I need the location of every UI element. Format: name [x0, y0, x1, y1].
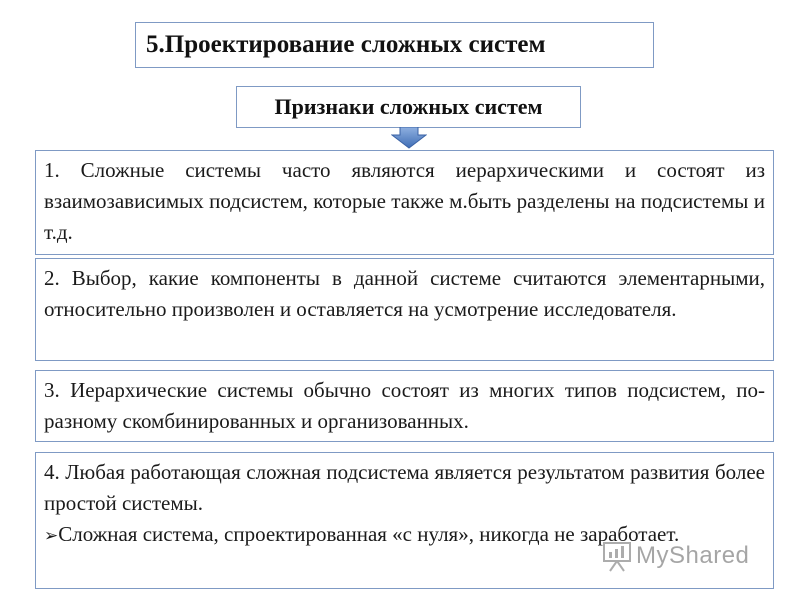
title-box	[135, 22, 654, 68]
criterion-1-box	[35, 150, 774, 255]
criterion-2-text: 2. Выбор, какие компоненты в данной системе считаются элементарными, относительно произволен и оставляется на усмотрение исследователя.	[44, 266, 765, 321]
subtitle-box	[236, 86, 581, 128]
arrow-bullet-icon: ➢	[44, 526, 59, 546]
criterion-1-text: 1. Сложные системы часто являются иерархическими и состоят из взаимозависимых подсистем, которые также м.быть разделены на подсистемы и т.д.	[44, 158, 765, 244]
presentation-board-icon	[600, 539, 634, 573]
criterion-3-box	[35, 370, 774, 442]
section-subtitle: Признаки сложных систем	[274, 94, 543, 119]
arrow-down-icon	[391, 127, 427, 149]
page-title: 5.Проектирование сложных систем	[146, 31, 546, 58]
watermark-text: MyShared	[636, 542, 750, 569]
criterion-4-text: 4. Любая работающая сложная подсистема является результатом развития более простой системы.	[44, 460, 765, 515]
criterion-2-box	[35, 258, 774, 361]
criterion-3-text: 3. Иерархические системы обычно состоят из многих типов подсистем, по-разному скомбинированных и организованных.	[44, 378, 765, 433]
criterion-4-bullet-text: Сложная система, спроектированная «с нуля», никогда не заработает.	[58, 522, 680, 546]
watermark	[600, 533, 780, 579]
